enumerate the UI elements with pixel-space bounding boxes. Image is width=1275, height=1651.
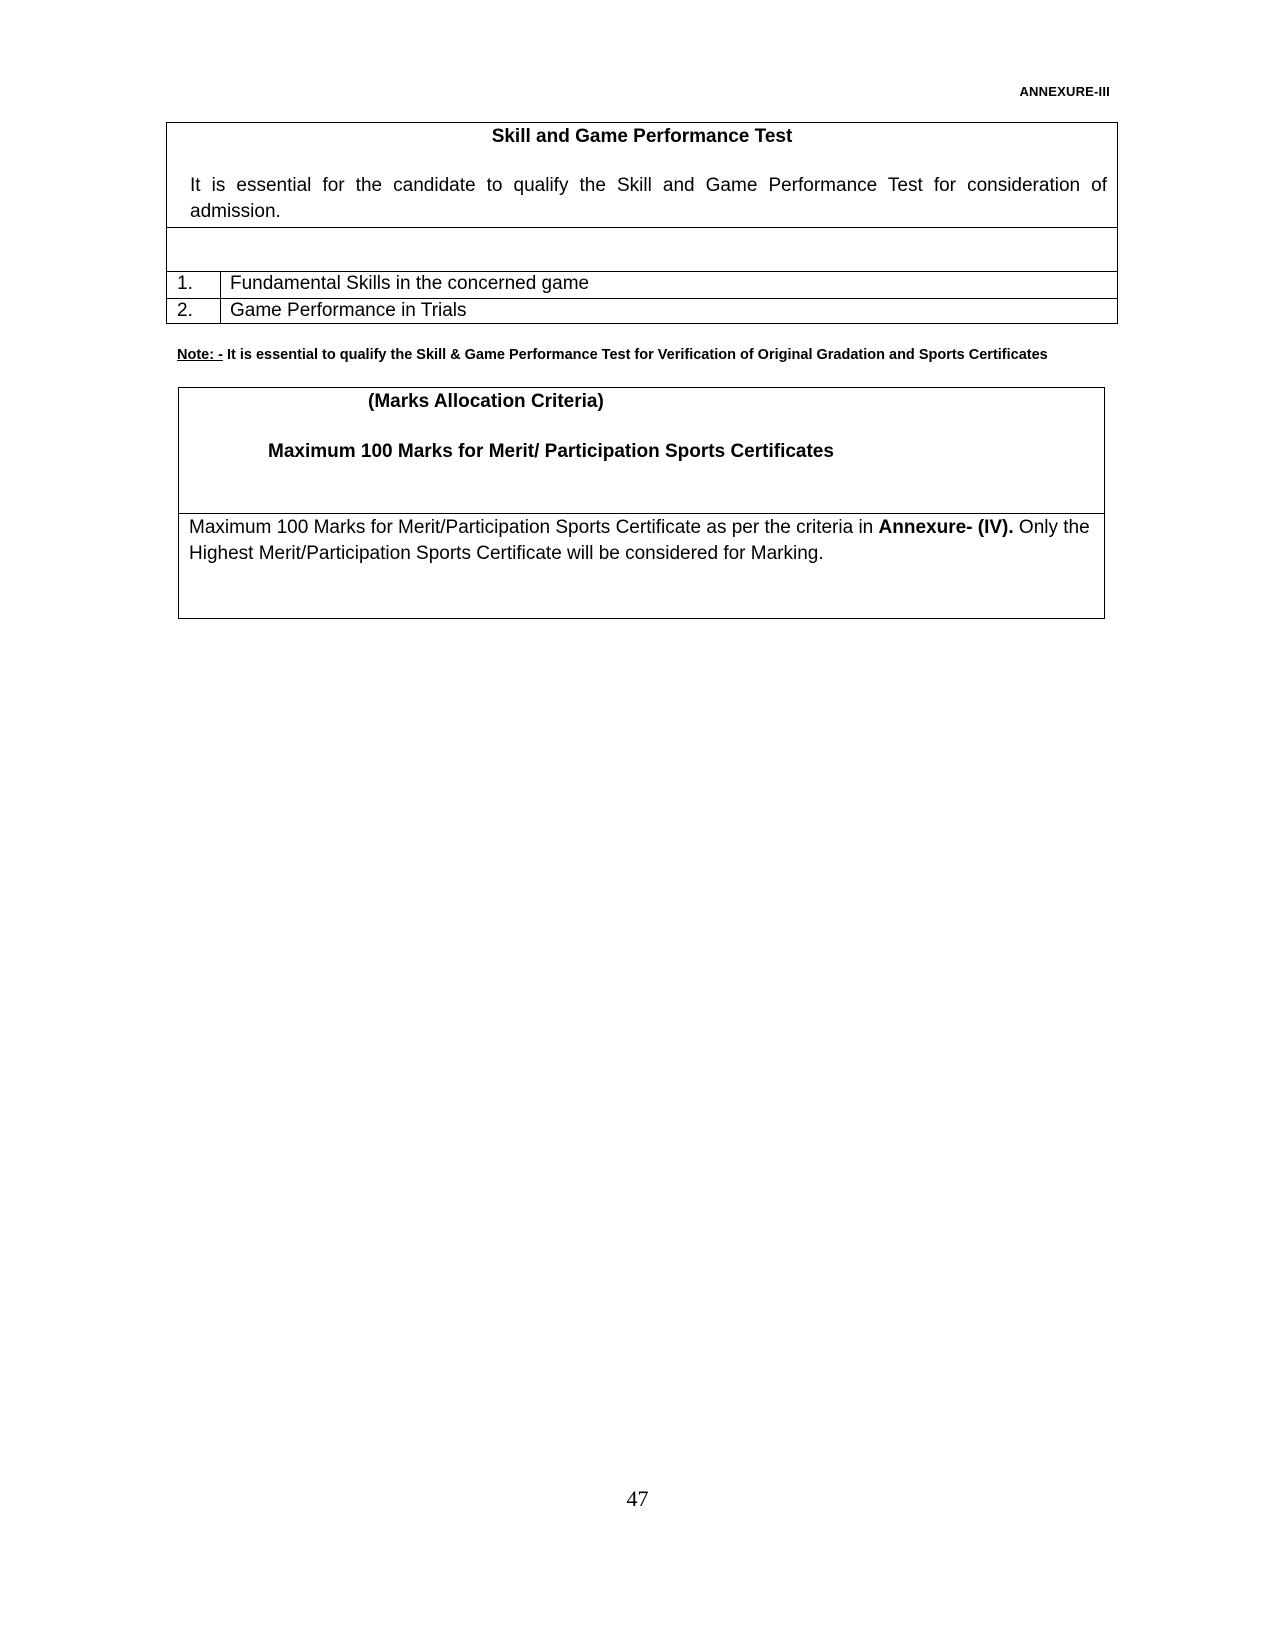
item-number: 1.	[177, 273, 193, 294]
description-text: Maximum 100 Marks for Merit/Participation Sports Certificate as per the criteria in	[189, 517, 879, 538]
note-label: Note: -	[177, 347, 223, 363]
item-number: 2.	[177, 300, 193, 321]
table-row	[167, 298, 1117, 324]
note-text: It is essential to qualify the Skill & Game Performance Test for Verification of Original Gradation and Sports Certificates	[222, 347, 1048, 363]
marks-allocation-heading: (Marks Allocation Criteria)	[368, 391, 604, 412]
note	[177, 347, 1048, 363]
skill-test-intro: It is essential for the candidate to qualify the Skill and Game Performance Test for consideration of admission.	[190, 175, 1107, 222]
marks-allocation-description	[189, 515, 1096, 567]
table-row	[167, 271, 1117, 297]
item-text: Game Performance in Trials	[230, 300, 467, 321]
skill-test-table	[166, 122, 1118, 324]
box-divider	[179, 513, 1104, 514]
annexure-label: ANNEXURE-III	[1019, 84, 1110, 99]
annexure-reference: Annexure- (IV).	[878, 517, 1014, 538]
marks-allocation-box	[178, 387, 1105, 619]
description-text: Only the Highest Merit/Participation Sports Certificate will be considered for Marking.	[189, 517, 1090, 564]
item-text: Fundamental Skills in the concerned game	[230, 273, 590, 294]
page-number: 47	[626, 1486, 649, 1511]
skill-test-title: Skill and Game Performance Test	[491, 126, 793, 147]
marks-allocation-subheading: Maximum 100 Marks for Merit/ Participation Sports Certificates	[268, 441, 834, 462]
table-divider	[167, 227, 1117, 228]
